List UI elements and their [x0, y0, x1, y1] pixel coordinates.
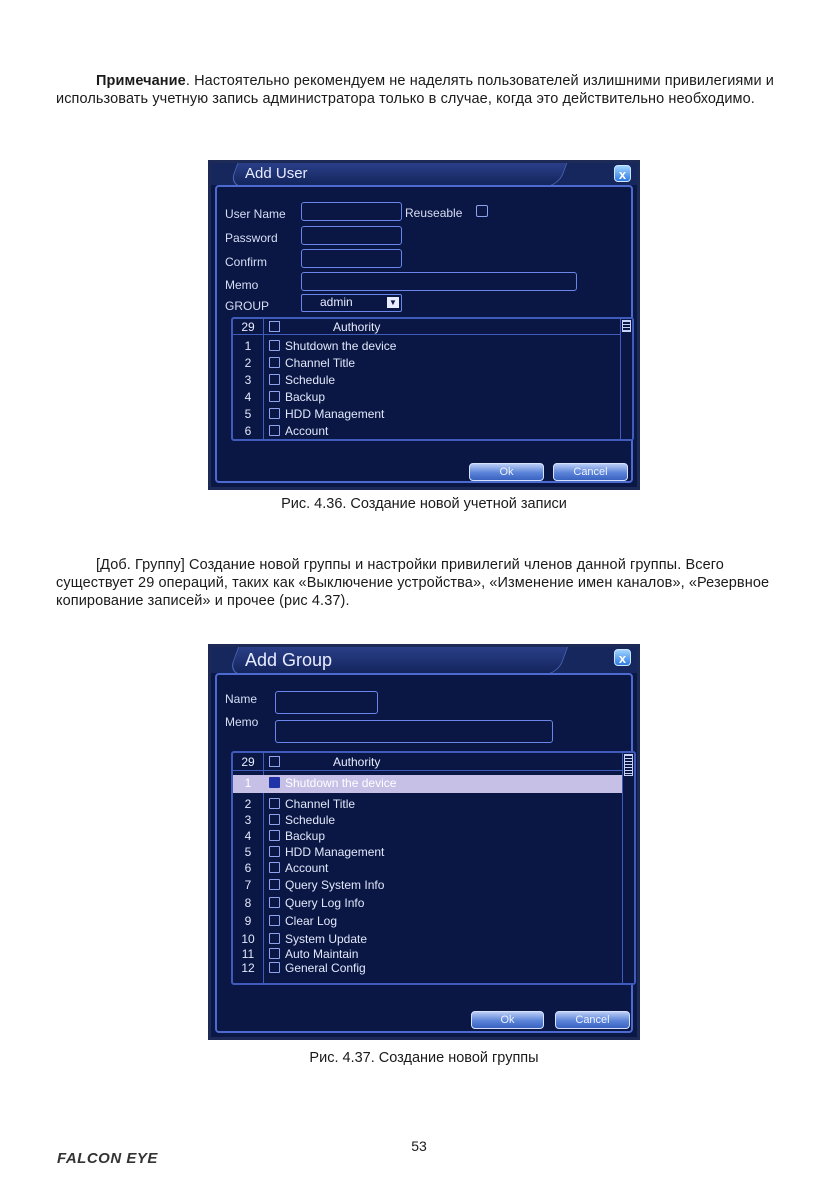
row-checkbox[interactable]	[269, 798, 280, 809]
authority-list	[231, 317, 634, 441]
row-checkbox[interactable]	[269, 340, 280, 351]
authority-list-header	[233, 753, 622, 771]
authority-row-selected[interactable]	[233, 775, 622, 793]
add-group-text: [Доб. Группу] Создание новой группы и настройки привилегий членов данной группы. Всего существует 29 операций, таких как «Выключение устройства», «Изменение имен каналов», «Резервное копирование записей» и прочее (рис 4.37).	[56, 557, 770, 609]
row-label: Account	[285, 424, 329, 438]
dialog-body	[215, 185, 633, 483]
authority-row[interactable]	[233, 895, 622, 911]
authority-row[interactable]	[233, 423, 620, 440]
page-number: 53	[411, 1138, 427, 1154]
row-checkbox[interactable]	[269, 846, 280, 857]
row-label: System Update	[285, 932, 368, 946]
row-checkbox[interactable]	[269, 814, 280, 825]
memo-input[interactable]	[275, 720, 553, 743]
select-all-checkbox[interactable]	[269, 321, 280, 332]
authority-row[interactable]	[233, 844, 622, 860]
figure-caption: Рис. 4.36. Создание новой учетной записи	[281, 496, 567, 512]
row-number: 7	[244, 878, 252, 892]
row-checkbox[interactable]	[269, 408, 280, 419]
row-label: Shutdown the device	[285, 339, 397, 353]
row-number: 6	[244, 861, 252, 875]
row-label: HDD Management	[285, 407, 385, 421]
authority-row[interactable]	[233, 355, 620, 372]
row-label: Channel Title	[285, 356, 356, 370]
note-paragraph	[56, 72, 786, 108]
authority-row[interactable]	[233, 860, 622, 876]
authority-header-label: Authority	[333, 320, 381, 334]
row-checkbox[interactable]	[269, 374, 280, 385]
authority-count: 29	[241, 320, 255, 334]
row-number: 10	[241, 932, 255, 946]
authority-list-header	[233, 319, 620, 335]
authority-row[interactable]	[233, 931, 622, 947]
figure-caption: Рис. 4.37. Создание новой группы	[309, 1050, 539, 1066]
row-label: Channel Title	[285, 797, 356, 811]
note-label: Примечание	[96, 73, 186, 89]
authority-row[interactable]	[233, 338, 620, 355]
memo-label: Memo	[225, 715, 259, 729]
dialog-title: Add User	[245, 165, 308, 182]
row-checkbox[interactable]	[269, 897, 280, 908]
memo-label: Memo	[225, 278, 259, 292]
authority-row[interactable]	[233, 796, 622, 812]
row-checkbox[interactable]	[269, 879, 280, 890]
chevron-down-icon[interactable]: ▼	[387, 297, 399, 308]
row-number: 8	[244, 896, 252, 910]
ok-button[interactable]: Ok	[471, 1011, 544, 1029]
password-label: Password	[225, 231, 278, 245]
row-checkbox[interactable]	[269, 962, 280, 973]
brand-logo	[57, 1150, 158, 1167]
scrollbar-thumb[interactable]	[624, 754, 633, 776]
ok-button[interactable]: Ok	[469, 463, 544, 481]
row-label: Auto Maintain	[285, 947, 359, 961]
row-number: 1	[244, 776, 252, 790]
row-number: 3	[244, 373, 252, 387]
row-label: Clear Log	[285, 914, 338, 928]
row-label: Shutdown the device	[285, 776, 397, 790]
authority-row[interactable]	[233, 913, 622, 929]
row-checkbox[interactable]	[269, 777, 280, 788]
row-number: 2	[244, 797, 252, 811]
password-input[interactable]	[301, 226, 402, 245]
username-input[interactable]	[301, 202, 402, 221]
authority-count: 29	[241, 755, 255, 769]
logo-word-1: FALCON	[57, 1150, 122, 1167]
cancel-button[interactable]: Cancel	[553, 463, 628, 481]
row-checkbox[interactable]	[269, 948, 280, 959]
row-number: 9	[244, 914, 252, 928]
row-label: Schedule	[285, 373, 336, 387]
authority-header-label: Authority	[333, 755, 381, 769]
list-scrollbar[interactable]	[622, 753, 634, 983]
row-number: 11	[241, 947, 255, 961]
note-text: . Настоятельно рекомендуем не наделять пользователей излишними привилегиями и использовать учетную запись администратора только в случае, когда это действительно необходимо.	[56, 73, 774, 107]
dialog-body	[215, 673, 633, 1033]
authority-row[interactable]	[233, 372, 620, 389]
row-label: Schedule	[285, 813, 336, 827]
name-input[interactable]	[275, 691, 378, 714]
list-scrollbar[interactable]	[620, 319, 632, 439]
row-number: 12	[241, 961, 255, 975]
row-checkbox[interactable]	[269, 862, 280, 873]
memo-input[interactable]	[301, 272, 577, 291]
row-checkbox[interactable]	[269, 830, 280, 841]
add-group-paragraph	[56, 556, 786, 610]
authority-list	[231, 751, 636, 985]
row-label: Account	[285, 861, 329, 875]
row-number: 4	[244, 829, 252, 843]
row-label: Query System Info	[285, 878, 385, 892]
group-label: GROUP	[225, 299, 270, 313]
row-number: 6	[244, 424, 252, 438]
reuseable-checkbox[interactable]	[476, 205, 488, 217]
row-checkbox[interactable]	[269, 391, 280, 402]
authority-row[interactable]	[233, 812, 622, 828]
authority-row[interactable]	[233, 828, 622, 844]
group-select-value: admin	[320, 295, 353, 309]
add-group-dialog	[208, 644, 640, 1040]
close-icon[interactable]: x	[614, 165, 631, 182]
confirm-input[interactable]	[301, 249, 402, 268]
logo-word-2: EYE	[126, 1150, 158, 1167]
row-number: 5	[244, 407, 252, 421]
row-label: General Config	[285, 961, 366, 975]
username-label: User Name	[225, 207, 286, 221]
row-number: 1	[244, 339, 252, 353]
row-number: 5	[244, 845, 252, 859]
authority-row[interactable]	[233, 389, 620, 406]
row-label: Query Log Info	[285, 896, 365, 910]
authority-row[interactable]	[233, 960, 622, 974]
reuseable-label: Reuseable	[405, 206, 463, 220]
row-label: Backup	[285, 390, 326, 404]
group-select[interactable]	[301, 294, 402, 312]
authority-row[interactable]	[233, 406, 620, 423]
add-user-dialog	[208, 160, 640, 490]
row-checkbox[interactable]	[269, 915, 280, 926]
row-number: 3	[244, 813, 252, 827]
cancel-button[interactable]: Cancel	[555, 1011, 630, 1029]
row-checkbox[interactable]	[269, 357, 280, 368]
confirm-label: Confirm	[225, 255, 268, 269]
row-number: 4	[244, 390, 252, 404]
row-label: Backup	[285, 829, 326, 843]
authority-row[interactable]	[233, 946, 622, 960]
row-number: 2	[244, 356, 252, 370]
close-icon[interactable]: x	[614, 649, 631, 666]
select-all-checkbox[interactable]	[269, 756, 280, 767]
scrollbar-thumb[interactable]	[622, 320, 631, 332]
row-checkbox[interactable]	[269, 933, 280, 944]
dialog-title: Add Group	[245, 650, 333, 670]
name-label: Name	[225, 692, 258, 706]
row-checkbox[interactable]	[269, 425, 280, 436]
authority-row[interactable]	[233, 877, 622, 893]
row-label: HDD Management	[285, 845, 385, 859]
